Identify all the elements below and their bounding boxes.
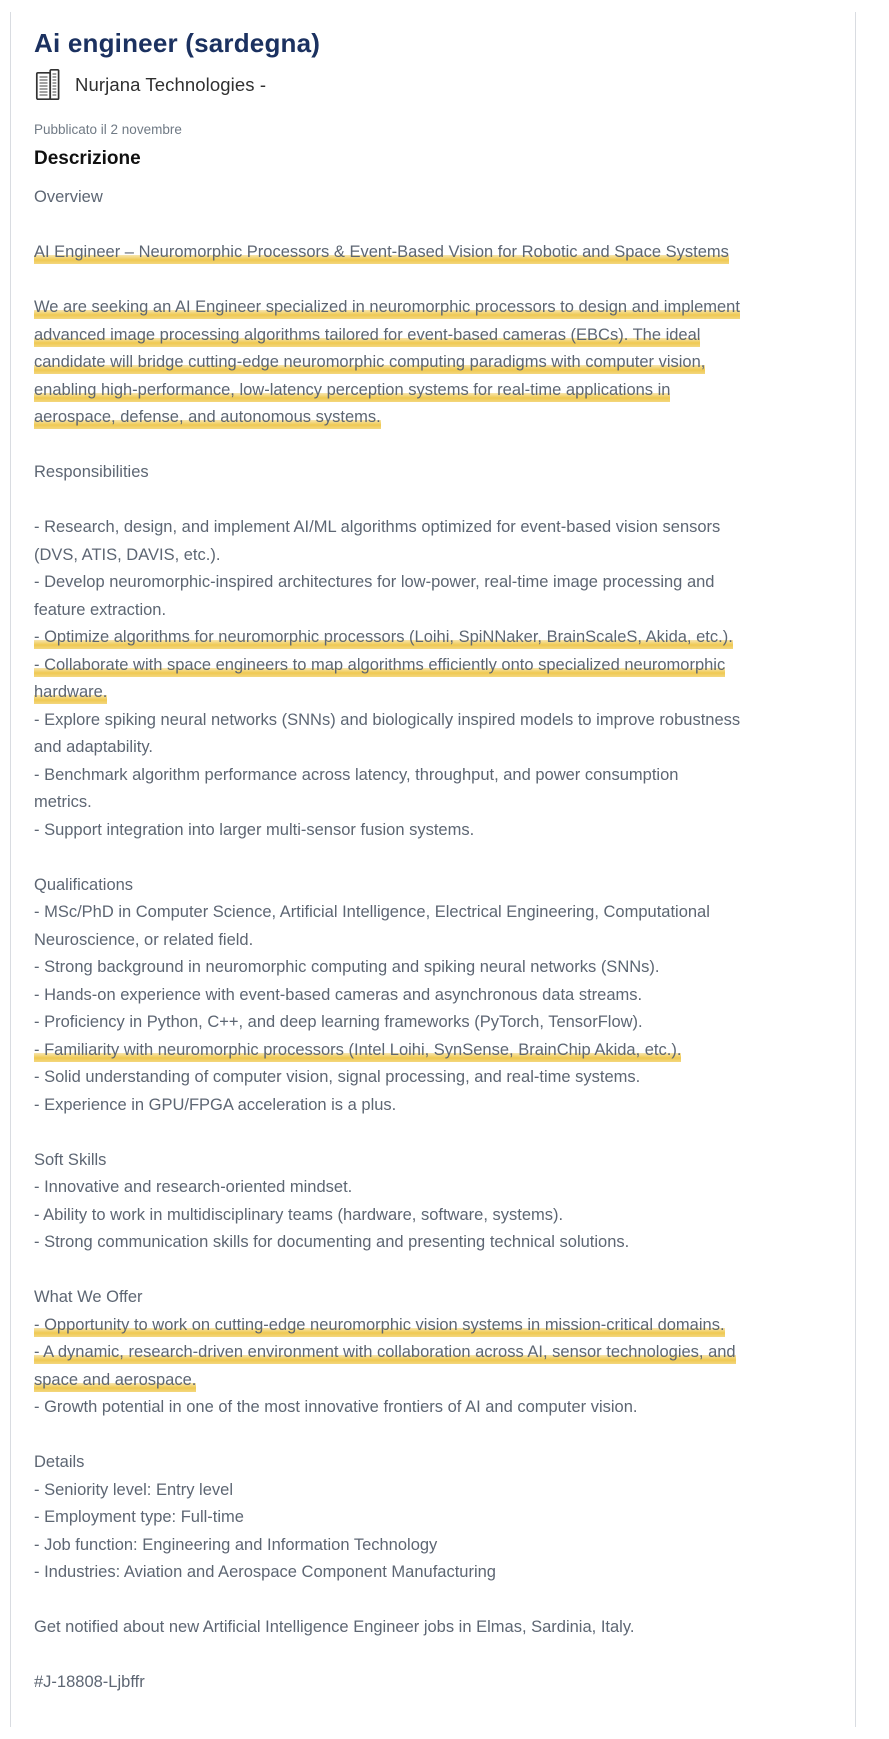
description-line: - Experience in GPU/FPGA acceleration is a plus. bbox=[34, 1095, 397, 1114]
description-line: - Innovative and research-oriented mindset. bbox=[34, 1178, 353, 1196]
description-line: We are seeking an AI Engineer specialized in neuromorphic processors to design and implement bbox=[34, 294, 765, 322]
description-line: - Industries: Aviation and Aerospace Component Manufacturing bbox=[34, 1563, 496, 1581]
description-blank-line bbox=[34, 844, 765, 872]
description-line: Soft Skills bbox=[34, 1150, 107, 1169]
description-line: Overview bbox=[34, 188, 103, 206]
description-blank-line bbox=[34, 487, 765, 515]
description-line: - Proficiency in Python, C++, and deep learning frameworks (PyTorch, TensorFlow). bbox=[34, 1013, 643, 1031]
description-line: enabling high-performance, low-latency perception systems for real-time applications in bbox=[34, 377, 765, 405]
job-title: Ai engineer (sardegna) bbox=[34, 28, 321, 58]
description-blank-line bbox=[34, 1119, 765, 1147]
job-posting-card bbox=[10, 12, 856, 1727]
description-line: (DVS, ATIS, DAVIS, etc.). bbox=[34, 545, 221, 564]
building-icon bbox=[34, 68, 61, 101]
description-blank-line bbox=[34, 1587, 765, 1615]
description-blank-line bbox=[34, 267, 765, 295]
description-line: - Familiarity with neuromorphic processors (Intel Loihi, SynSense, BrainChip Akida, etc.). bbox=[34, 1037, 765, 1065]
description-line: - Employment type: Full-time bbox=[34, 1508, 244, 1526]
description-line: What We Offer bbox=[34, 1288, 143, 1306]
published-date: Pubblicato il 2 novembre bbox=[34, 122, 182, 137]
description-line: - Benchmark algorithm performance across latency, throughput, and power consumption bbox=[34, 765, 679, 784]
description-line: Responsibilities bbox=[34, 463, 149, 481]
description-line: - Develop neuromorphic-inspired architectures for low-power, real-time image processing and bbox=[34, 573, 715, 591]
description-line: - A dynamic, research-driven environment with collaboration across AI, sensor technologies, and bbox=[34, 1339, 765, 1367]
description-line: advanced image processing algorithms tailored for event-based cameras (EBCs). The ideal bbox=[34, 322, 765, 350]
description-line: - Solid understanding of computer vision, signal processing, and real-time systems. bbox=[34, 1068, 641, 1086]
description-line: metrics. bbox=[34, 793, 92, 811]
description-blank-line bbox=[34, 1422, 765, 1450]
description-line: - Strong communication skills for documenting and presenting technical solutions. bbox=[34, 1233, 630, 1251]
description-line: Qualifications bbox=[34, 875, 134, 894]
description-line: and adaptability. bbox=[34, 738, 153, 756]
description-line: - Ability to work in multidisciplinary teams (hardware, software, systems). bbox=[34, 1205, 564, 1224]
description-line: hardware. bbox=[34, 679, 765, 707]
description-line: Details bbox=[34, 1453, 85, 1471]
description-line: - Research, design, and implement AI/ML algorithms optimized for event-based vision sensors bbox=[34, 518, 721, 536]
description-line: feature extraction. bbox=[34, 600, 167, 619]
description-blank-line bbox=[34, 432, 765, 460]
description-line: - Explore spiking neural networks (SNNs) and biologically inspired models to improve robustness bbox=[34, 710, 741, 729]
description-line: - Support integration into larger multi-sensor fusion systems. bbox=[34, 820, 475, 839]
description-line: Get notified about new Artificial Intelligence Engineer jobs in Elmas, Sardinia, Italy. bbox=[34, 1618, 635, 1636]
description-line: - Seniority level: Entry level bbox=[34, 1480, 233, 1499]
description-lines bbox=[34, 184, 765, 1697]
description-line: - MSc/PhD in Computer Science, Artificial Intelligence, Electrical Engineering, Computational bbox=[34, 903, 710, 921]
description-line: - Collaborate with space engineers to map algorithms efficiently onto specialized neuromorphic bbox=[34, 652, 765, 680]
company-row bbox=[34, 68, 765, 101]
description-line: space and aerospace. bbox=[34, 1367, 765, 1395]
description-heading: Descrizione bbox=[34, 148, 141, 169]
description-line: aerospace, defense, and autonomous systems. bbox=[34, 404, 765, 432]
description-line: - Hands-on experience with event-based cameras and asynchronous data streams. bbox=[34, 985, 643, 1004]
description-line: Neuroscience, or related field. bbox=[34, 930, 254, 949]
description-line: - Strong background in neuromorphic computing and spiking neural networks (SNNs). bbox=[34, 958, 660, 976]
description-blank-line bbox=[34, 1257, 765, 1285]
description-blank-line bbox=[34, 1642, 765, 1670]
description-line: - Optimize algorithms for neuromorphic processors (Loihi, SpiNNaker, BrainScaleS, Akida, etc.). bbox=[34, 624, 765, 652]
description-blank-line bbox=[34, 212, 765, 240]
company-name: Nurjana Technologies - bbox=[75, 73, 267, 95]
description-line: - Job function: Engineering and Information Technology bbox=[34, 1535, 438, 1554]
description-line: - Growth potential in one of the most innovative frontiers of AI and computer vision. bbox=[34, 1398, 638, 1416]
description-line: - Opportunity to work on cutting-edge neuromorphic vision systems in mission-critical domains. bbox=[34, 1312, 765, 1340]
description-line: #J-18808-Ljbffr bbox=[34, 1673, 145, 1691]
description-line: AI Engineer – Neuromorphic Processors & Event-Based Vision for Robotic and Space Systems bbox=[34, 239, 765, 267]
description-line: candidate will bridge cutting-edge neuromorphic computing paradigms with computer vision, bbox=[34, 349, 765, 377]
